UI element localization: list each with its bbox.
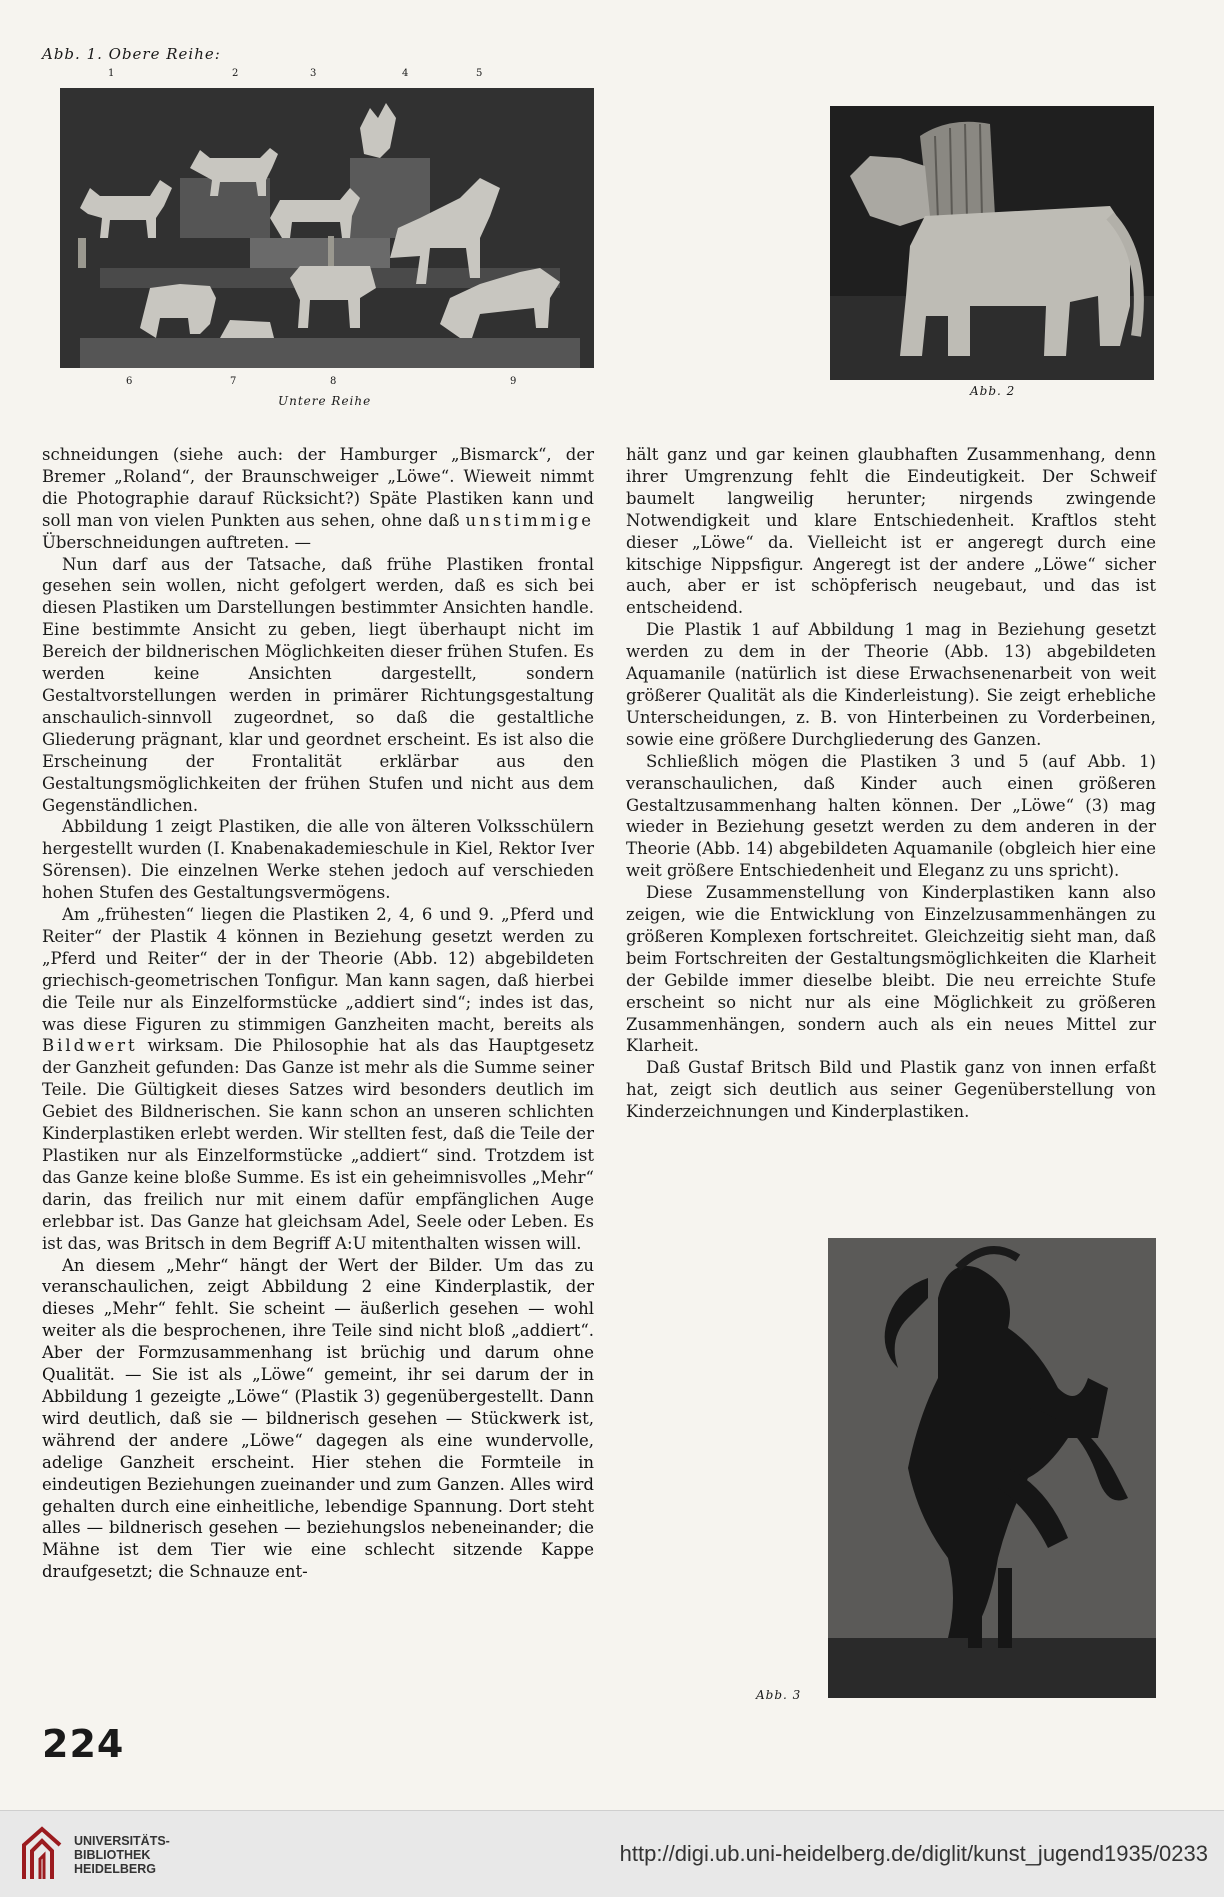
figure3-caption: Abb. 3 <box>756 1688 802 1702</box>
figure1-caption-bottom: Untere Reihe <box>278 394 372 408</box>
figure1-number: 5 <box>476 68 483 79</box>
figure1-number: 8 <box>330 376 337 387</box>
paragraph <box>42 444 594 554</box>
library-name-line: UNIVERSITÄTS- <box>74 1834 170 1848</box>
left-text-column <box>42 444 594 1583</box>
library-logo-icon <box>20 1825 64 1883</box>
figure1-number: 3 <box>310 68 317 79</box>
figure1-number: 7 <box>230 376 237 387</box>
figure1-caption-top: Abb. 1. Obere Reihe: <box>42 45 221 63</box>
paragraph <box>42 904 594 1255</box>
horse-rider-drawing <box>828 1238 1156 1698</box>
spaced-emphasis: Bildwert <box>42 1036 138 1056</box>
footer-bar <box>0 1810 1224 1897</box>
paragraph: Diese Zusammenstellung von Kinderplastiken kann also zeigen, wie die Entwicklung von Einzelzusammenhängen zu größeren Komplexen fortschreitet. Gleichzeitig sieht man, daß beim Fortschreiten der Gestaltungsmöglichkeiten die Klarheit der Gebilde immer dieselbe bleibt. Die neu erreichte Stufe erscheint so nicht nur als eine Möglichkeit zu größeren Zusammenhängen, sondern auch als ein neues Mittel zur Klarheit. <box>626 883 1156 1056</box>
page-number: 224 <box>42 1722 125 1766</box>
source-url-link[interactable]: http://digi.ub.uni-heidelberg.de/diglit/kunst_jugend1935/0233 <box>619 1841 1208 1866</box>
figure1-number: 1 <box>108 68 115 79</box>
paragraph-text: Am „frühesten“ liegen die Plastiken 2, 4, 6 und 9. „Pferd und Reiter“ der Plastik 4 können in Beziehung gesetzt werden zu „Pferd und Reiter“ der in der Theorie (Abb. 12) abgebildeten griechisch-geometrischen Tonfigur. Man kann sagen, daß hierbei die Teile nur als Einzelformstücke „addiert sind“; indes ist das, was diese Figuren zu stimmigen Ganzheiten macht, bereits als <box>42 905 594 1034</box>
paragraph: hält ganz und gar keinen glaubhaften Zusammenhang, denn ihrer Umgrenzung fehlt die Eindeutigkeit. Der Schweif baumelt langweilig herunter; nirgends zwingende Notwendigkeit und klare Entschiedenheit. Kraftlos steht dieser „Löwe“ da. Vielleicht ist er angeregt durch eine kitschige Nippsfigur. Angeregt ist der andere „Löwe“ sicher auch, aber er ist schöpferisch neugebaut, und das ist entscheidend. <box>626 445 1156 618</box>
paragraph: Nun darf aus der Tatsache, daß frühe Plastiken frontal gesehen sein wollen, nicht gefolgert werden, daß es sich bei diesen Plastiken um Darstellungen bestimmter Ansichten handle. Eine bestimmte Ansicht zu geben, liegt überhaupt nicht im Bereich der bildnerischen Möglichkeiten dieser frühen Stufen. Es werden keine Ansichten dargestellt, sondern Gestaltvorstellungen werden in primärer Richtungsgestaltung anschaulich-sinnvoll zugeordnet, so daß die gestaltliche Gliederung prägnant, klar und geordnet erscheint. Es ist also die Erscheinung der Frontalität erklärbar aus den Gestaltungsmöglichkeiten der frühen Stufen und nicht aus dem Gegenständlichen. <box>42 554 594 815</box>
university-logo <box>20 1825 64 1883</box>
figure1-photo <box>60 88 594 368</box>
paragraph-text: Überschneidungen auftreten. — <box>42 532 312 552</box>
library-name-line: BIBLIOTHEK <box>74 1848 151 1862</box>
library-name[interactable] <box>74 1834 170 1876</box>
lion-sculpture-photo <box>830 106 1154 380</box>
figure1-top-numbers <box>42 68 602 82</box>
figure1-number: 6 <box>126 376 133 387</box>
paragraph: Abbildung 1 zeigt Plastiken, die alle von älteren Volksschülern hergestellt wurden (I. Knabenakademieschule in Kiel, Rektor Iver Sörensen). Die einzelnen Werke stehen jedoch auf verschieden hohen Stufen des Gestaltungsvermögens. <box>42 817 594 903</box>
spaced-emphasis: unstimmige <box>465 510 594 530</box>
figure1-number: 4 <box>402 68 409 79</box>
figure1-number: 9 <box>510 376 517 387</box>
paragraph-text: schneidungen (siehe auch: der Hamburger „Bismarck“, der Bremer „Roland“, der Braunschweiger „Löwe“. Wieweit nimmt die Photographie darauf Rücksicht?) Späte Plastiken kann und soll man von vielen Punkten aus sehen, ohne daß <box>42 445 594 530</box>
paragraph: Schließlich mögen die Plastiken 3 und 5 (auf Abb. 1) veranschaulichen, daß Kinder auch einen größeren Gestaltzusammenhang halten können. Der „Löwe“ (3) mag wieder in Beziehung gesetzt werden zu dem anderen in der Theorie (Abb. 14) abgebildeten Aquamanile (obgleich hier eine weit größere Entschiedenheit und Eleganz zu uns spricht). <box>626 751 1156 881</box>
paragraph: Die Plastik 1 auf Abbildung 1 mag in Beziehung gesetzt werden zu dem in der Theorie (Abb. 13) abgebildeten Aquamanile (natürlich ist diese Erwachsenenarbeit von weit größerer Qualität als die Kinderleistung). Sie zeigt erhebliche Unterscheidungen, z. B. von Hinterbeinen zu Vorderbeinen, sowie eine größere Durchgliederung des Ganzen. <box>626 620 1156 749</box>
paragraph-text: wirksam. Die Philosophie hat als das Hauptgesetz der Ganzheit gefunden: Das Ganze ist mehr als die Summe seiner Teile. Die Gültigkeit dieses Satzes wird besonders deutlich im Gebiet des Bildnerischen. Sie kann schon an unseren schlichten Kinderplastiken erlebt werden. Wir stellten fest, daß die Teile der Plastiken nur als Einzelformstücke „addiert“ sind. Trotzdem ist das Ganze keine bloße Summe. Es ist ein geheimnisvolles „Mehr“ darin, das freilich nur mit einem dafür empfänglichen Auge erlebbar ist. Das Ganze hat gleichsam Adel, Seele oder Leben. Es ist das, was Britsch in dem Begriff A:U mitenthalten wissen will. <box>42 1036 594 1253</box>
library-name-line: HEIDELBERG <box>74 1862 156 1876</box>
paragraph: Daß Gustaf Britsch Bild und Plastik ganz von innen erfaßt hat, zeigt sich deutlich aus seiner Gegenüberstellung von Kinderzeichnungen und Kinderplastiken. <box>626 1058 1156 1122</box>
figure3-photo <box>828 1238 1156 1698</box>
paragraph: An diesem „Mehr“ hängt der Wert der Bilder. Um das zu veranschaulichen, zeigt Abbildung 2 eine Kinderplastik, der dieses „Mehr“ fehlt. Sie scheint — äußerlich gesehen — wohl weiter als die besprochenen, ihre Teile sind nicht bloß „addiert“. Aber der Formzusammenhang ist brüchig und darum ohne Qualität. — Sie ist als „Löwe“ gemeint, ihr sei darum der in Abbildung 1 gezeigte „Löwe“ (Plastik 3) gegenübergestellt. Dann wird deutlich, daß sie — bildnerisch gesehen — Stückwerk ist, während der andere „Löwe“ dagegen als eine wundervolle, adelige Ganzheit erscheint. Hier stehen die Formteile in eindeutigen Beziehungen zueinander und zum Ganzen. Alles wird gehalten durch eine einheitliche, lebendige Spannung. Dort steht alles — bildnerisch gesehen — beziehungslos nebeneinander; die Mähne ist dem Tier wie eine schlecht sitzende Kappe draufgesetzt; die Schnauze ent- <box>42 1255 594 1582</box>
figure1-bottom-numbers <box>42 376 602 390</box>
figure1-number: 2 <box>232 68 239 79</box>
figure2-caption: Abb. 2 <box>970 384 1016 398</box>
right-text-column <box>626 444 1156 1123</box>
sculptures-photo <box>60 88 594 368</box>
figure2-photo <box>830 106 1154 380</box>
